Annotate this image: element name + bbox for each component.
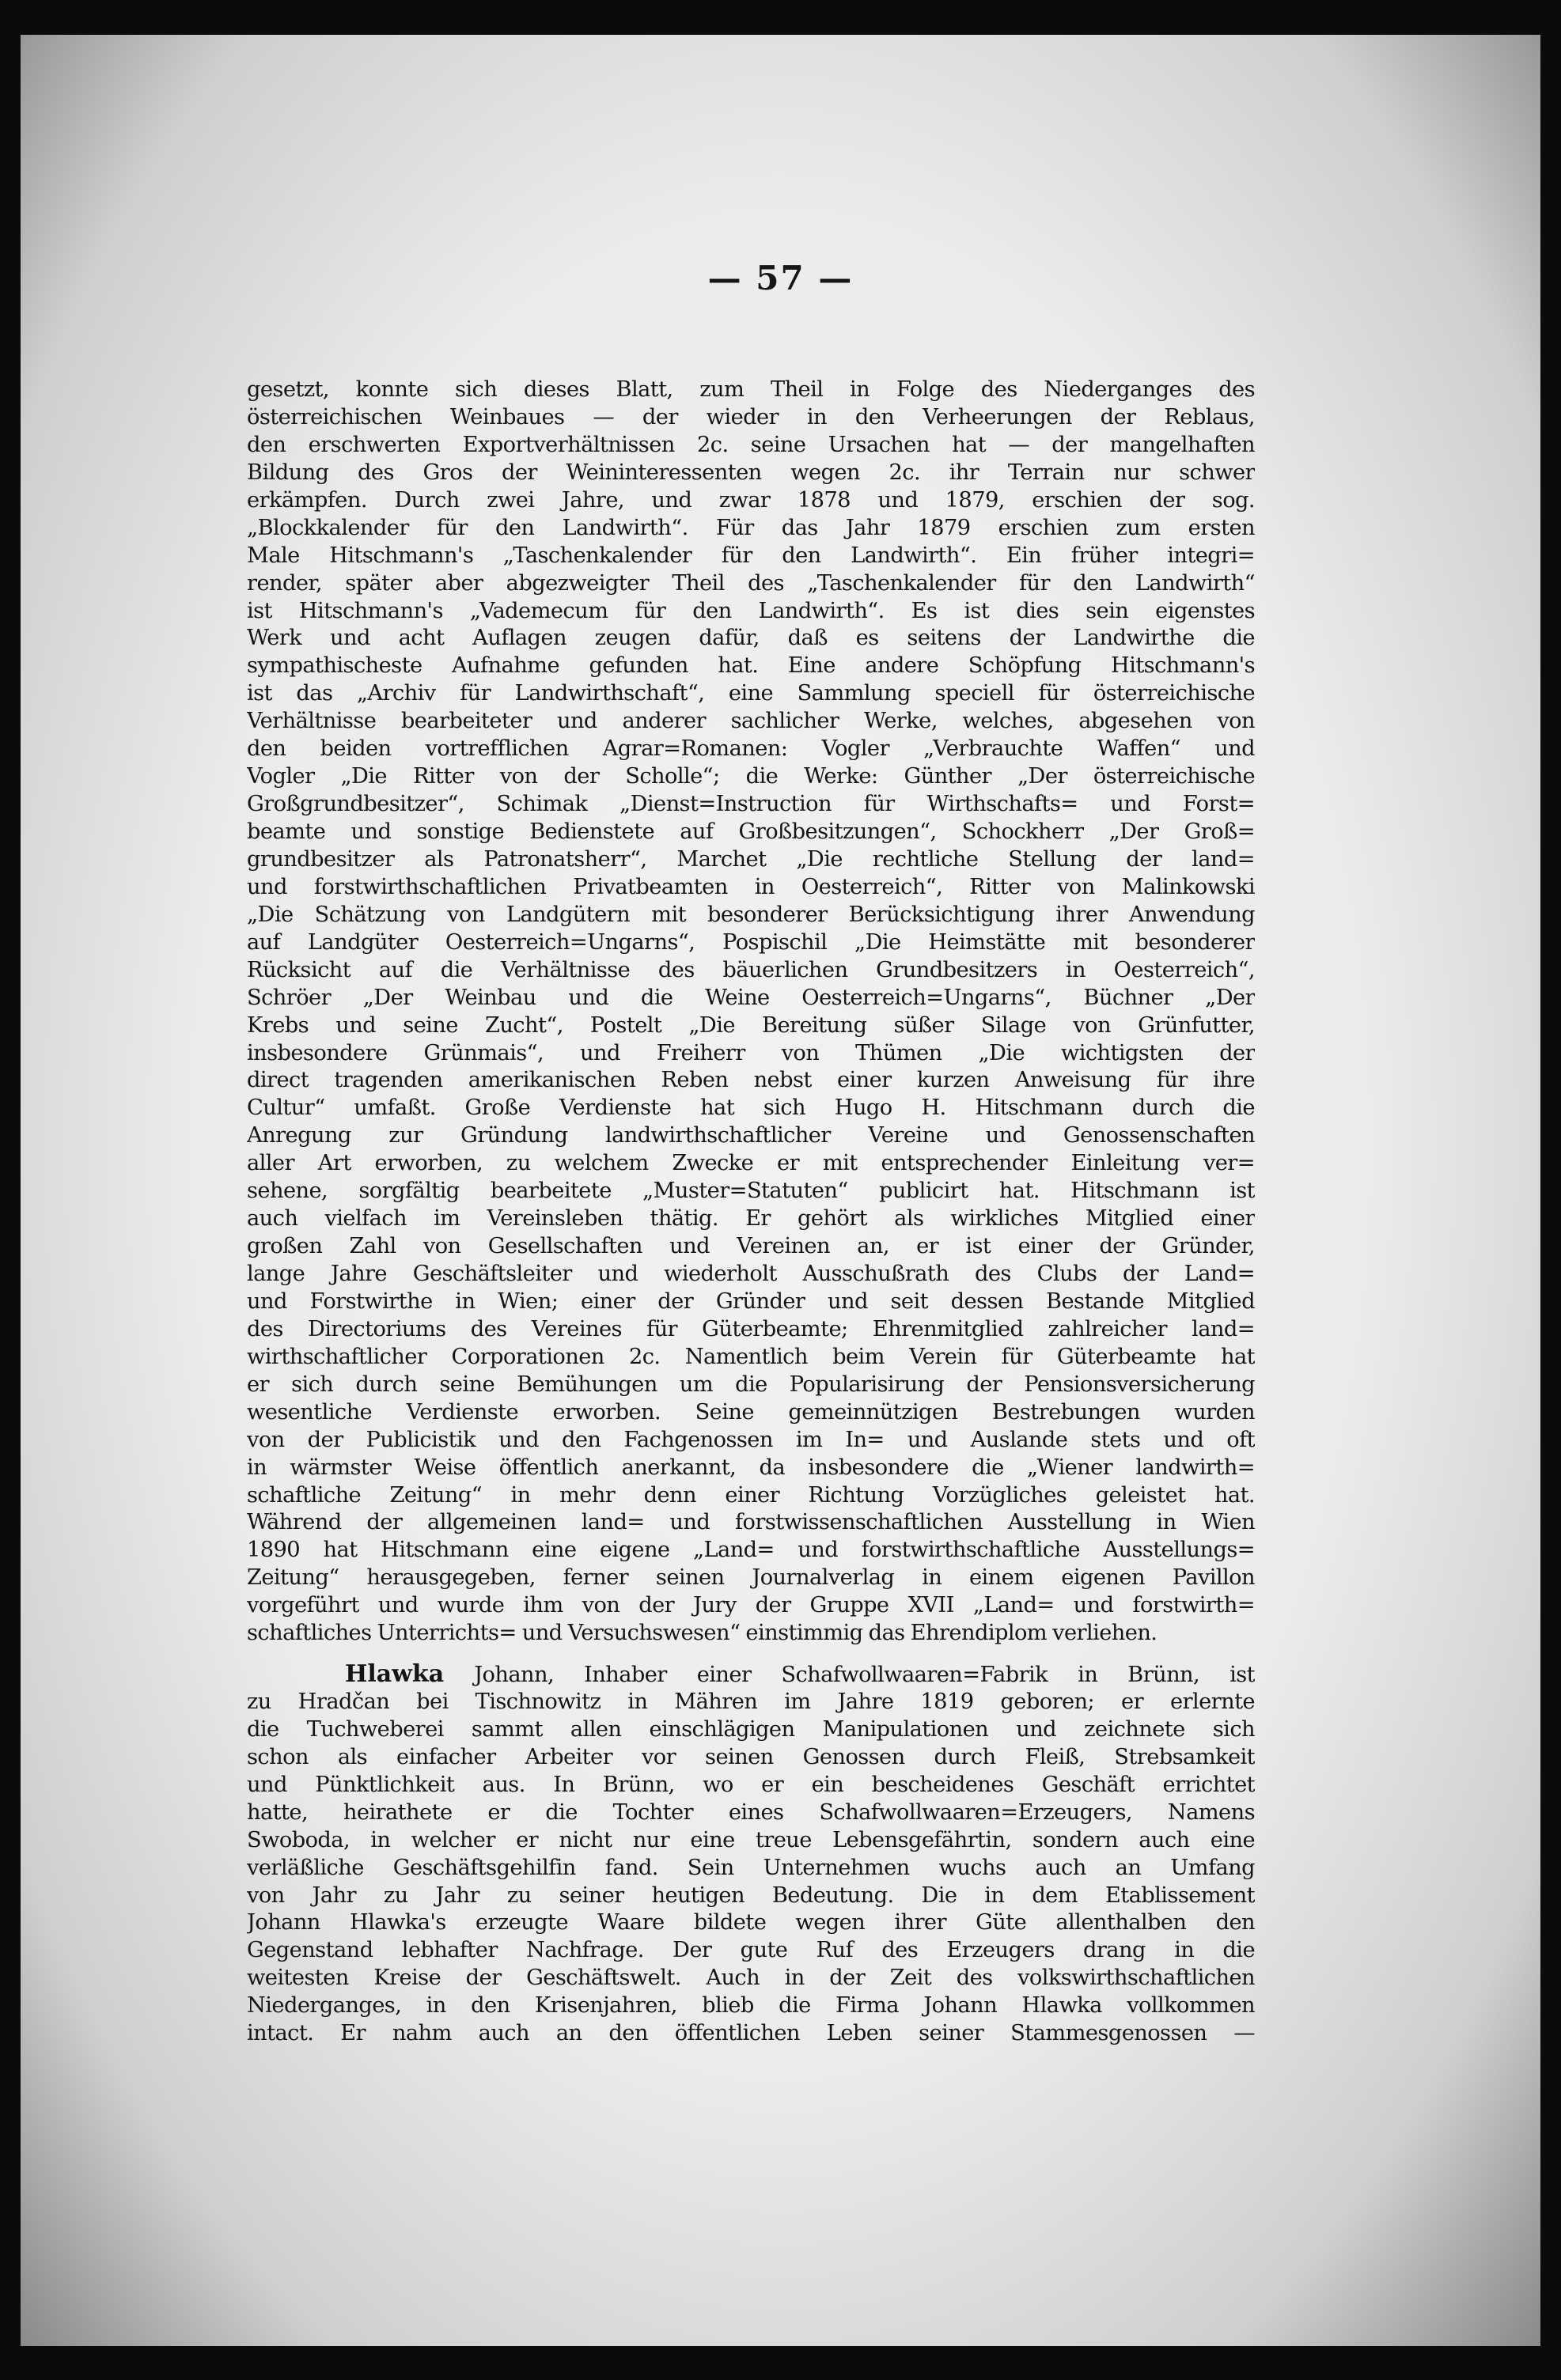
- text-line: auf Landgüter Oesterreich=Ungarns“, Pospischil „Die Heimstätte mit besonderer: [247, 929, 1255, 955]
- text-line: weitesten Kreise der Geschäftswelt. Auch in der Zeit des volkswirthschaftlichen: [247, 1966, 1255, 1991]
- text-line: großen Zahl von Gesellschaften und Vereinen an, er ist einer der Gründer,: [247, 1234, 1255, 1259]
- text-line: intact. Er nahm auch an den öffentlichen Leben seiner Stammesgenossen —: [247, 2021, 1255, 2046]
- text-line: die Tuchweberei sammt allen einschlägigen Manipulationen und zeichnete sich: [247, 1716, 1255, 1742]
- text-line: Cultur“ umfaßt. Große Verdienste hat sich Hugo H. Hitschmann durch die: [247, 1095, 1255, 1121]
- text-line: hatte, heirathete er die Tochter eines Schafwollwaaren=Erzeugers, Namens: [247, 1799, 1255, 1825]
- text-line: Schröer „Der Weinbau und die Weine Oesterreich=Ungarns“, Büchner „Der: [247, 985, 1255, 1010]
- text-line: in wärmster Weise öffentlich anerkannt, da insbesondere die „Wiener landwirth=: [247, 1455, 1255, 1480]
- text-line: Vogler „Die Ritter von der Scholle“; die Werke: Günther „Der österreichische: [247, 764, 1255, 789]
- text-line: Male Hitschmann's „Taschenkalender für den Landwirth“. Ein früher integri=: [247, 543, 1255, 568]
- text-line: Anregung zur Gründung landwirthschaftlicher Vereine und Genossenschaften: [247, 1123, 1255, 1148]
- text-line: sympathischeste Aufnahme gefunden hat. Eine andere Schöpfung Hitschmann's: [247, 653, 1255, 679]
- text-line: lange Jahre Geschäftsleiter und wiederholt Ausschußrath des Clubs der Land=: [247, 1262, 1255, 1286]
- text-line: den beiden vortrefflichen Agrar=Romanen: Vogler „Verbrauchte Waffen“ und: [247, 736, 1255, 762]
- text-line: erkämpfen. Durch zwei Jahre, und zwar 1878 und 1879, erschien der sog.: [247, 487, 1255, 513]
- text-line: Werk und acht Auflagen zeugen dafür, daß es seitens der Landwirthe die: [247, 626, 1255, 651]
- text-line: von Jahr zu Jahr zu seiner heutigen Bedeutung. Die in dem Etablissement: [247, 1882, 1255, 1908]
- text-line: schon als einfacher Arbeiter vor seinen Genossen durch Fleiß, Strebsamkeit: [247, 1744, 1255, 1769]
- text-line: auch vielfach im Vereinsleben thätig. Er gehört als wirkliches Mitglied einer: [247, 1206, 1255, 1232]
- text-line: Johann Hlawka's erzeugte Waare bildete wegen ihrer Güte allenthalben den: [247, 1910, 1255, 1935]
- text-line: Verhältnisse bearbeiteter und anderer sachlicher Werke, welches, abgesehen von: [247, 709, 1255, 734]
- text-line: aller Art erworben, zu welchem Zwecke er mit entsprechender Einleitung ver=: [247, 1151, 1255, 1176]
- entry-first-line-text: Johann, Inhaber einer Schafwollwaaren=Fabrik in Brünn, ist: [444, 1663, 1255, 1687]
- paragraph-hlawka-entry: [247, 1661, 1255, 2048]
- text-line: und forstwirthschaftlichen Privatbeamten in Oesterreich“, Ritter von Malinkowski: [247, 874, 1255, 899]
- text-line: render, später aber abgezweigter Theil des „Taschenkalender für den Landwirth“: [247, 570, 1255, 596]
- text-line: Großgrundbesitzer“, Schimak „Dienst=Instruction für Wirthschafts= und Forst=: [247, 792, 1255, 817]
- text-line: schaftliche Zeitung“ in mehr denn einer Richtung Vorzügliches geleistet hat.: [247, 1482, 1255, 1508]
- scanned-book-page: [21, 35, 1540, 2346]
- entry-name: Hlawka: [345, 1661, 445, 1688]
- text-line: 1890 hat Hitschmann eine eigene „Land= und forstwirthschaftliche Ausstellungs=: [247, 1538, 1255, 1563]
- text-line: grundbesitzer als Patronatsherr“, Marchet „Die rechtliche Stellung der land=: [247, 846, 1255, 872]
- text-line: ist das „Archiv für Landwirthschaft“, eine Sammlung speciell für österreichische: [247, 681, 1255, 706]
- text-line: beamte und sonstige Bedienstete auf Großbesitzungen“, Schockherr „Der Groß=: [247, 819, 1255, 844]
- text-line: insbesondere Grünmais“, und Freiherr von Thümen „Die wichtigsten der: [247, 1040, 1255, 1065]
- text-line: und Pünktlichkeit aus. In Brünn, wo er ein bescheidenes Geschäft errichtet: [247, 1772, 1255, 1797]
- text-line: Zeitung“ herausgegeben, ferner seinen Journalverlag in einem eigenen Pavillon: [247, 1565, 1255, 1591]
- text-line: gesetzt, konnte sich dieses Blatt, zum Theil in Folge des Niederganges des: [247, 377, 1255, 402]
- text-line: den erschwerten Exportverhältnissen 2c. seine Ursachen hat — der mangelhaften: [247, 432, 1255, 457]
- text-line: schaftliches Unterrichts= und Versuchswesen“ einstimmig das Ehrendiplom verliehen.: [247, 1621, 1157, 1646]
- text-line: vorgeführt und wurde ihm von der Jury der Gruppe XVII „Land= und forstwirth=: [247, 1593, 1255, 1618]
- text-line: des Directoriums des Vereines für Güterbeamte; Ehrenmitglied zahlreicher land=: [247, 1316, 1255, 1341]
- text-line: wesentliche Verdienste erworben. Seine gemeinnützigen Bestrebungen wurden: [247, 1399, 1255, 1425]
- text-line: ist Hitschmann's „Vademecum für den Landwirth“. Es ist dies sein eigenstes: [247, 598, 1255, 623]
- text-line: Rücksicht auf die Verhältnisse des bäuerlichen Grundbesitzers in Oesterreich“,: [247, 957, 1255, 982]
- text-line: Gegenstand lebhafter Nachfrage. Der gute Ruf des Erzeugers drang in die: [247, 1938, 1255, 1963]
- text-line: er sich durch seine Bemühungen um die Popularisirung der Pensionsversicherung: [247, 1372, 1255, 1397]
- text-line: österreichischen Weinbaues — der wieder in den Verheerungen der Reblaus,: [247, 404, 1255, 429]
- text-line: und Forstwirthe in Wien; einer der Gründer und seit dessen Bestande Mitglied: [247, 1288, 1255, 1314]
- paragraph-hitschmann-continued: [247, 376, 1255, 1648]
- text-line: Krebs und seine Zucht“, Postelt „Die Bereitung süßer Silage von Grünfutter,: [247, 1012, 1255, 1038]
- text-line: wirthschaftlicher Corporationen 2c. Namentlich beim Verein für Güterbeamte hat: [247, 1344, 1255, 1369]
- entry-first-line: [247, 1661, 1255, 1689]
- text-line: zu Hradčan bei Tischnowitz in Mähren im Jahre 1819 geboren; er erlernte: [247, 1689, 1255, 1714]
- text-line: Niederganges, in den Krisenjahren, blieb die Firma Johann Hlawka vollkommen: [247, 1993, 1255, 2019]
- text-line: „Blockkalender für den Landwirth“. Für das Jahr 1879 erschien zum ersten: [247, 515, 1255, 540]
- text-line: Während der allgemeinen land= und forstwissenschaftlichen Ausstellung in Wien: [247, 1510, 1255, 1535]
- text-line: „Die Schätzung von Landgütern mit besonderer Berücksichtigung ihrer Anwendung: [247, 902, 1255, 927]
- text-line: direct tragenden amerikanischen Reben nebst einer kurzen Anweisung für ihre: [247, 1068, 1255, 1093]
- text-line: sehene, sorgfältig bearbeitete „Muster=Statuten“ publicirt hat. Hitschmann ist: [247, 1179, 1255, 1204]
- text-line: Swoboda, in welcher er nicht nur eine treue Lebensgefährtin, sondern auch eine: [247, 1827, 1255, 1852]
- text-line: verläßliche Geschäftsgehilfin fand. Sein Unternehmen wuchs auch an Umfang: [247, 1855, 1255, 1880]
- text-line: Bildung des Gros der Weininteressenten wegen 2c. ihr Terrain nur schwer: [247, 460, 1255, 485]
- page-number: — 57 —: [707, 259, 854, 297]
- text-line: von der Publicistik und den Fachgenossen im In= und Auslande stets und oft: [247, 1427, 1255, 1452]
